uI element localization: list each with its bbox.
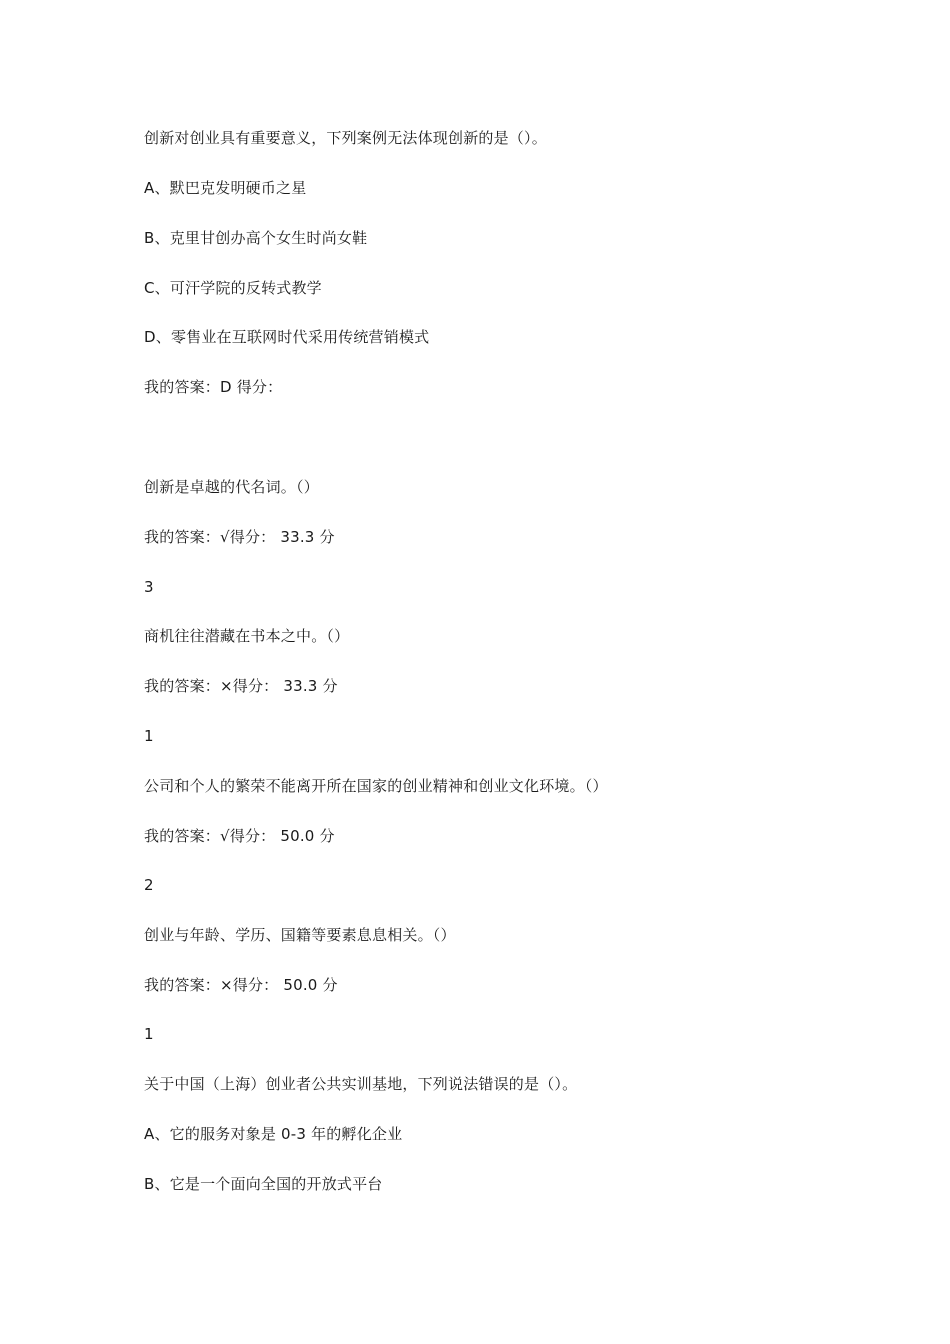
- question-3-number: 1: [144, 727, 154, 745]
- question-1-option-c: C、可汗学院的反转式教学: [144, 279, 322, 297]
- question-1-option-d: D、零售业在互联网时代采用传统营销模式: [144, 328, 430, 346]
- question-1-answer: 我的答案：D 得分：: [144, 378, 283, 396]
- question-2-number: 3: [144, 578, 154, 596]
- question-6-option-a: A、它的服务对象是 0-3 年的孵化企业: [144, 1125, 403, 1143]
- question-5-number: 1: [144, 1025, 154, 1043]
- question-6-option-b: B、它是一个面向全国的开放式平台: [144, 1175, 383, 1193]
- question-1-option-b: B、克里甘创办高个女生时尚女鞋: [144, 229, 368, 247]
- question-2-text: 创新是卓越的代名词。（）: [144, 478, 319, 496]
- question-2-answer: 我的答案：√得分： 33.3 分: [144, 528, 335, 546]
- question-1-text: 创新对创业具有重要意义，下列案例无法体现创新的是（）。: [144, 129, 547, 147]
- question-4-answer: 我的答案：√得分： 50.0 分: [144, 827, 335, 845]
- question-3-answer: 我的答案：×得分： 33.3 分: [144, 677, 338, 695]
- question-4-number: 2: [144, 876, 154, 894]
- question-5-text: 创业与年龄、学历、国籍等要素息息相关。（）: [144, 926, 456, 944]
- question-4-text: 公司和个人的繁荣不能离开所在国家的创业精神和创业文化环境。（）: [144, 777, 608, 795]
- question-5-answer: 我的答案：×得分： 50.0 分: [144, 976, 338, 994]
- question-1-option-a: A、默巴克发明硬币之星: [144, 179, 307, 197]
- question-6-text: 关于中国（上海）创业者公共实训基地，下列说法错误的是（）。: [144, 1075, 578, 1093]
- question-3-text: 商机往往潜藏在书本之中。（）: [144, 627, 350, 645]
